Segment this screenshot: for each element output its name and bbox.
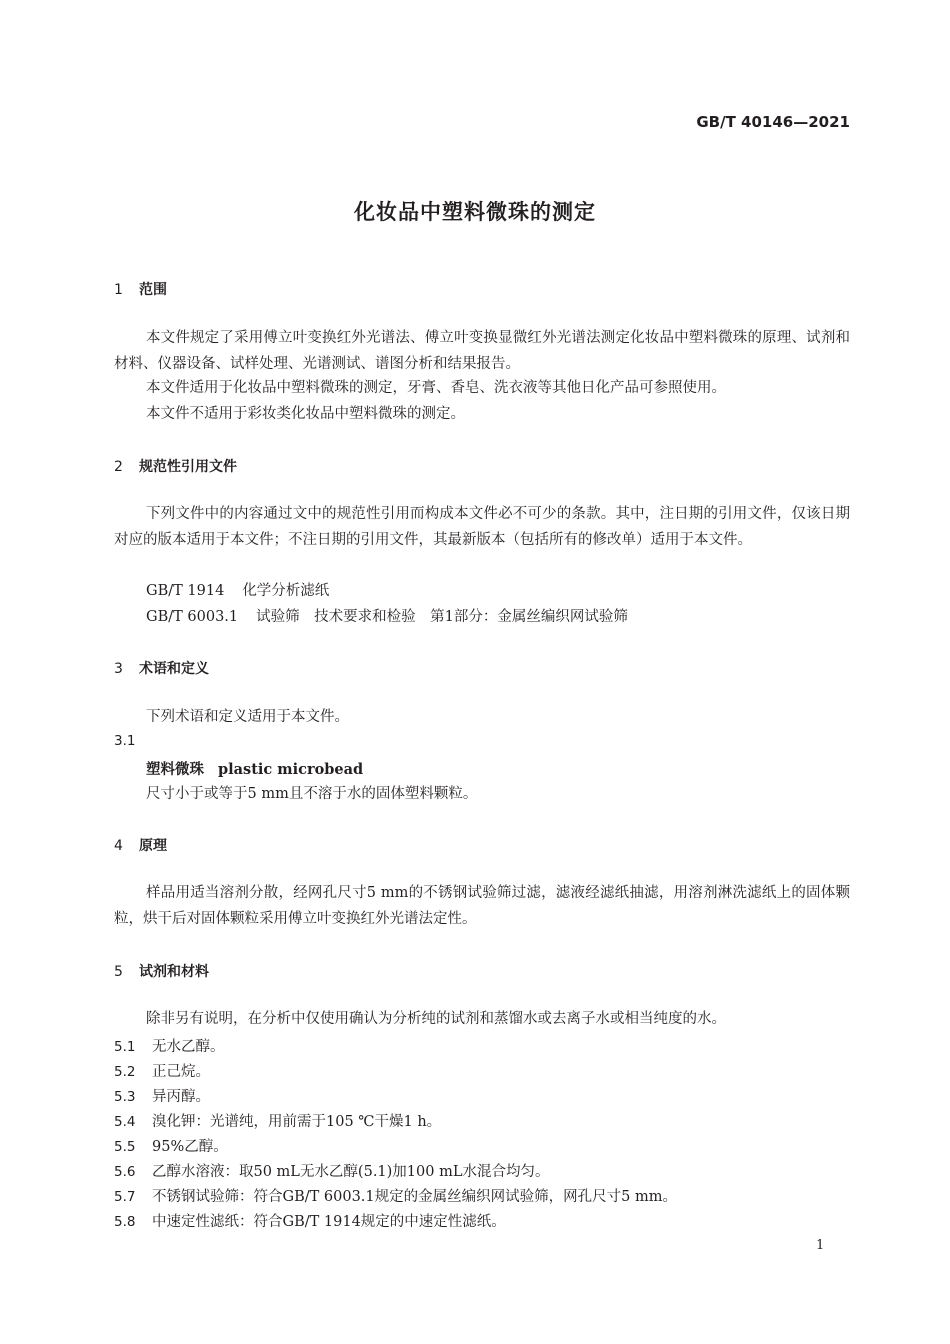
item-number: 5.1 [114, 1039, 136, 1055]
item-text: 溴化钾：光谱纯，用前需于105 ℃干燥1 h。 [152, 1114, 442, 1130]
section-2-paragraph: 下列文件中的内容通过文中的规范性引用而构成本文件必不可少的条款。其中，注日期的引用文件，仅该日期对应的版本适用于本文件；不注日期的引用文件，其最新版本（包括所有的修改单）适用于本文件。 [114, 506, 850, 548]
item-number: 5.3 [114, 1089, 136, 1105]
section-1-paragraph: 本文件适用于化妆品中塑料微珠的测定，牙膏、香皂、洗衣液等其他日化产品可参照使用。 [146, 380, 726, 396]
item-number: 5.4 [114, 1114, 136, 1130]
section-2-heading [114, 456, 237, 476]
item-text: 中速定性滤纸：符合GB/T 1914规定的中速定性滤纸。 [152, 1214, 506, 1230]
item-text: 乙醇水溶液：取50 mL无水乙醇(5.1)加100 mL水混合均匀。 [152, 1164, 550, 1180]
item-number: 5.7 [114, 1189, 136, 1205]
reference-code: GB/T 6003.1 [146, 609, 239, 625]
section-title: 范围 [139, 282, 167, 298]
section-4-paragraph: 样品用适当溶剂分散，经网孔尺寸5 mm的不锈钢试验筛过滤，滤液经滤纸抽滤，用溶剂淋洗滤纸上的固体颗粒，烘干后对固体颗粒采用傅立叶变换红外光谱法定性。 [114, 885, 850, 927]
list-item [114, 1210, 506, 1231]
term-definition: 尺寸小于或等于5 mm且不溶于水的固体塑料颗粒。 [146, 786, 478, 802]
list-item [114, 1110, 441, 1131]
section-1-paragraph: 本文件不适用于彩妆类化妆品中塑料微珠的测定。 [146, 406, 465, 422]
item-number: 5.8 [114, 1214, 136, 1230]
item-number: 5.2 [114, 1064, 136, 1080]
section-number: 1 [114, 282, 123, 298]
reference-code: GB/T 1914 [146, 583, 225, 599]
item-text: 无水乙醇。 [152, 1039, 225, 1055]
list-item [114, 1085, 210, 1106]
list-item [114, 1135, 228, 1156]
term-english: plastic microbead [218, 761, 364, 778]
section-1-heading [114, 279, 167, 299]
item-number: 5.6 [114, 1164, 136, 1180]
section-number: 5 [114, 964, 123, 980]
item-text: 正己烷。 [152, 1064, 210, 1080]
reference-item [146, 579, 329, 600]
item-text: 95%乙醇。 [152, 1139, 228, 1155]
reference-item [146, 605, 628, 626]
list-item [114, 1060, 210, 1081]
list-item [114, 1185, 677, 1206]
reference-title: 化学分析滤纸 [242, 583, 330, 599]
reference-title: 试验筛 技术要求和检验 第1部分：金属丝编织网试验筛 [256, 609, 628, 625]
section-3-paragraph: 下列术语和定义适用于本文件。 [146, 709, 349, 725]
section-1-paragraph: 本文件规定了采用傅立叶变换红外光谱法、傅立叶变换显微红外光谱法测定化妆品中塑料微珠的原理、试剂和材料、仪器设备、试样处理、光谱测试、谱图分析和结果报告。 [114, 330, 850, 372]
list-item [114, 1035, 225, 1056]
section-3-heading [114, 658, 209, 678]
section-title: 试剂和材料 [139, 964, 209, 980]
term-chinese: 塑料微珠 [146, 761, 204, 778]
item-number: 5.5 [114, 1139, 136, 1155]
item-text: 异丙醇。 [152, 1089, 210, 1105]
standard-code: GB/T 40146—2021 [696, 113, 850, 131]
section-4-heading [114, 835, 167, 855]
section-5-heading [114, 961, 209, 981]
term-entry [146, 758, 363, 779]
section-title: 术语和定义 [139, 661, 209, 677]
section-title: 规范性引用文件 [139, 459, 237, 475]
section-5-paragraph: 除非另有说明，在分析中仅使用确认为分析纯的试剂和蒸馏水或去离子水或相当纯度的水。 [146, 1011, 726, 1027]
section-number: 2 [114, 459, 123, 475]
page-number: 1 [816, 1238, 825, 1253]
section-number: 4 [114, 838, 123, 854]
section-title: 原理 [139, 838, 167, 854]
item-text: 不锈钢试验筛：符合GB/T 6003.1规定的金属丝编织网试验筛，网孔尺寸5 mm。 [152, 1189, 677, 1205]
list-item [114, 1160, 549, 1181]
section-number: 3 [114, 661, 123, 677]
document-title: 化妆品中塑料微珠的测定 [354, 200, 596, 224]
term-number: 3.1 [114, 733, 136, 749]
